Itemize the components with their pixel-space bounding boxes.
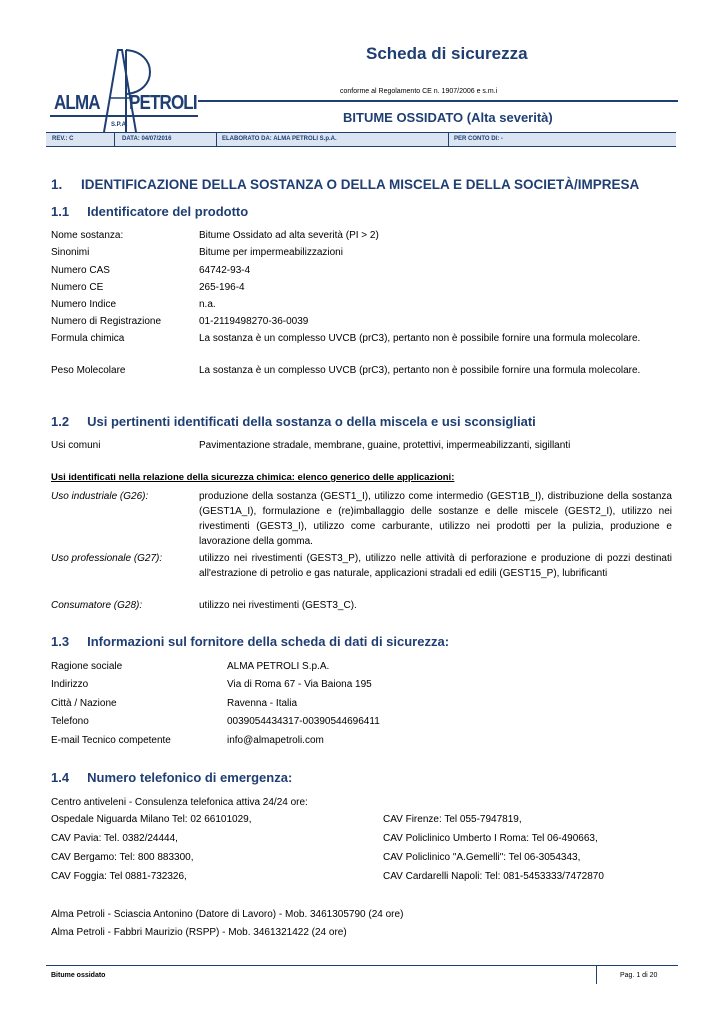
field-label: Nome sostanza: (51, 230, 124, 241)
field-label: Formula chimica (51, 333, 125, 344)
brand-alma: ALMA (54, 92, 100, 114)
bar-divider (216, 133, 217, 146)
poison-center-entry: CAV Policlinico "A.Gemelli": Tel 06-3054343, (383, 852, 581, 863)
field-label: Numero Indice (51, 299, 117, 310)
field-value: La sostanza è un complesso UVCB (prC3), pertanto non è possibile fornire una formula molecolare. (199, 365, 641, 376)
field-value: Pavimentazione stradale, membrane, guaine, protettivi, impermeabilizzanti, sigillanti (199, 440, 571, 451)
section-1-2-title: 1.2 Usi pertinenti identificati della sostanza o della miscela e usi sconsigliati (51, 414, 536, 429)
uses-subheading: Usi identificati nella relazione della sicurezza chimica: elenco generico delle applicazioni: (51, 472, 455, 483)
field-label: Peso Molecolare (51, 365, 126, 376)
poison-center-entry: CAV Firenze: Tel 055-7947819, (383, 814, 522, 825)
use-value: utilizzo nei rivestimenti (GEST3_C). (199, 600, 357, 611)
brand-petroli: PETROLI (129, 92, 197, 114)
section-1-3-title: 1.3 Informazioni sul fornitore della scheda di dati di sicurezza: (51, 634, 450, 649)
emergency-contact: Alma Petroli - Sciascia Antonino (Datore di Lavoro) - Mob. 3461305790 (24 ore) (51, 909, 404, 920)
bar-divider (114, 133, 115, 146)
field-label: Numero di Registrazione (51, 316, 162, 327)
poison-center-entry: CAV Pavia: Tel. 0382/24444, (51, 833, 178, 844)
use-value: utilizzo nei rivestimenti (GEST3_P), utilizzo nelle attività di perforazione e produzione di pozzi destinati all'estrazione di petrolio e gas naturale, applicazioni stradali ed edili (GEST15_P), lubrificanti (199, 553, 672, 579)
emergency-contact: Alma Petroli - Fabbri Maurizio (RSPP) - Mob. 3461321422 (24 ore) (51, 927, 347, 938)
supplier-value: Ravenna - Italia (227, 698, 298, 709)
field-value: 265-196-4 (199, 282, 245, 293)
header-rule (198, 100, 678, 102)
field-value: n.a. (199, 299, 216, 310)
field-value: Bitume Ossidato ad alta severità (PI > 2) (199, 230, 379, 241)
supplier-value: info@almapetroli.com (227, 735, 324, 746)
supplier-value: 0039054434317-00390544696411 (227, 716, 380, 727)
use-label: Consumatore (G28): (51, 600, 143, 611)
poison-center-entry: Ospedale Niguarda Milano Tel: 02 66101029, (51, 814, 252, 825)
supplier-label: Ragione sociale (51, 661, 123, 672)
field-value: La sostanza è un complesso UVCB (prC3), pertanto non è possibile fornire una formula molecolare. (199, 333, 641, 344)
poison-center-entry: CAV Bergamo: Tel: 800 883300, (51, 852, 194, 863)
document-title: Scheda di sicurezza (366, 44, 528, 63)
supplier-label: Indirizzo (51, 679, 89, 690)
field-label: Numero CAS (51, 265, 110, 276)
regulation-line: conforme al Regolamento CE n. 1907/2006 e s.m.i (340, 88, 498, 95)
poison-center-entry: CAV Cardarelli Napoli: Tel: 081-5453333/7472870 (383, 871, 604, 882)
supplier-value: Via di Roma 67 - Via Baiona 195 (227, 679, 372, 690)
field-value: 64742-93-4 (199, 265, 251, 276)
use-value: produzione della sostanza (GEST1_I), utilizzo come intermedio (GEST1B_I), distribuzione della sostanza (GEST1A_I), formulazione e (re)imballaggio delle sostanze e delle miscele (GEST2_I), utilizzo nei rivestimenti (GEST3_I), utilizzo come carburante, utilizzo nei prodotti per la pulizia, produzione e lavorazione della gomma. (199, 491, 672, 547)
poison-center-entry: CAV Foggia: Tel 0881-732326, (51, 871, 187, 882)
supplier-label: Città / Nazione (51, 698, 117, 709)
field-label: Sinonimi (51, 247, 90, 258)
author-label: ELABORATO DA: ALMA PETROLI S.p.A. (222, 136, 337, 142)
section-1-title: 1. IDENTIFICAZIONE DELLA SOSTANZA O DELLA MISCELA E DELLA SOCIETÀ/IMPRESA (51, 177, 640, 192)
use-label: Uso professionale (G27): (51, 553, 163, 564)
use-label: Uso industriale (G26): (51, 491, 149, 502)
footer-product: Bitume ossidato (51, 972, 106, 979)
field-value: Bitume per impermeabilizzazioni (199, 247, 343, 258)
product-title: BITUME OSSIDATO (Alta severità) (343, 110, 553, 125)
alma-petroli-logo-mark (100, 48, 156, 132)
page-number: Pag. 1 di 20 (620, 972, 658, 979)
bar-divider (448, 133, 449, 146)
revision-label: REV.: C (52, 136, 74, 142)
footer-rule (46, 965, 678, 966)
field-label: Usi comuni (51, 440, 101, 451)
section-1-1-title: 1.1 Identificatore del prodotto (51, 204, 249, 219)
emergency-intro: Centro antiveleni - Consulenza telefonica attiva 24/24 ore: (51, 797, 308, 808)
poison-center-entry: CAV Policlinico Umberto I Roma: Tel 06-490663, (383, 833, 598, 844)
field-value: 01-2119498270-36-0039 (199, 316, 309, 327)
footer-divider (596, 966, 597, 984)
brand-spa: S.P.A. (111, 122, 128, 128)
supplier-value: ALMA PETROLI S.p.A. (227, 661, 330, 672)
field-label: Numero CE (51, 282, 104, 293)
date-label: DATA: 04/07/2016 (122, 136, 172, 142)
revision-bar (46, 132, 676, 147)
supplier-label: Telefono (51, 716, 89, 727)
supplier-label: E-mail Tecnico competente (51, 735, 171, 746)
on-behalf-label: PER CONTO DI: - (454, 136, 503, 142)
logo-underline (50, 115, 198, 117)
section-1-4-title: 1.4 Numero telefonico di emergenza: (51, 770, 293, 785)
